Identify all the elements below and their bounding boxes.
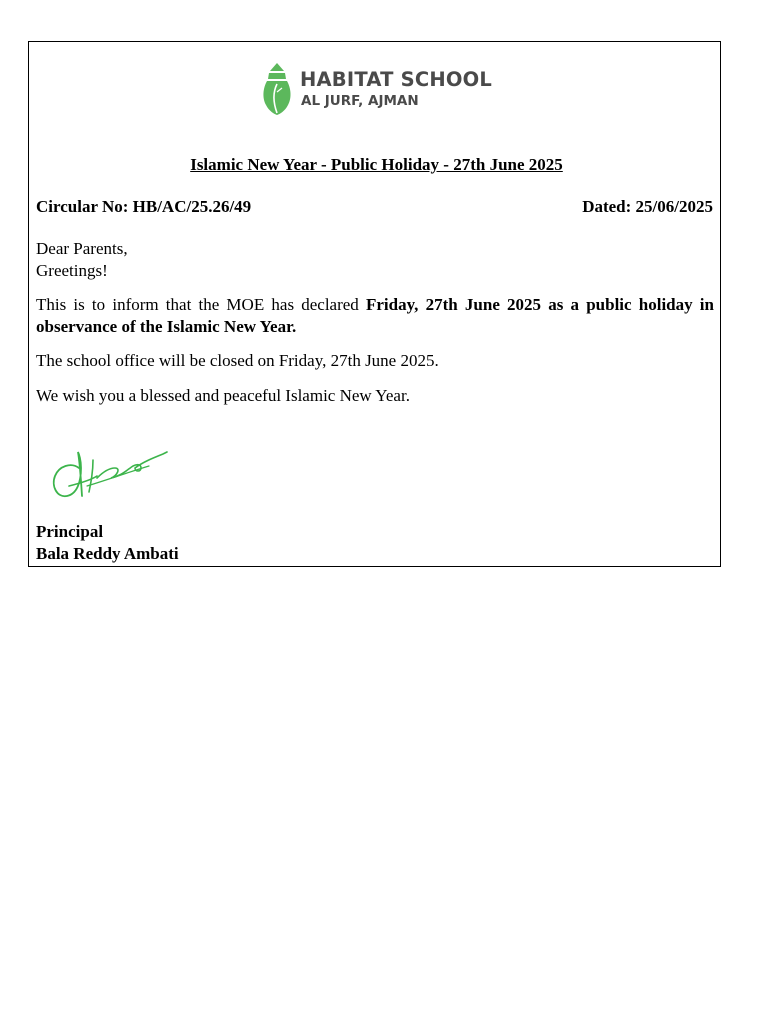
signoff-role: Principal xyxy=(36,522,104,541)
announcement-intro: This is to inform that the MOE has declared xyxy=(36,295,366,314)
announcement-highlight: Friday, 27th June 2025 as a public holiday in observance of the Islamic New Year. xyxy=(36,295,714,336)
school-name: HABITAT SCHOOL xyxy=(300,68,493,91)
circular-title-text: Islamic New Year - Public Holiday - 27th June 2025 xyxy=(190,155,563,174)
circular-letter xyxy=(28,41,721,567)
circular-meta xyxy=(36,197,713,217)
salutation: Dear Parents, xyxy=(36,239,128,258)
principal-signature xyxy=(51,446,169,504)
salutation-block xyxy=(36,238,714,281)
circular-number: Circular No: HB/AC/25.26/49 xyxy=(36,197,252,216)
circular-date: Dated: 25/06/2025 xyxy=(582,197,713,216)
circular-title xyxy=(29,155,720,175)
wishes-paragraph: We wish you a blessed and peaceful Islamic New Year. xyxy=(36,386,410,405)
office-closure-paragraph: The school office will be closed on Friday, 27th June 2025. xyxy=(36,351,439,370)
greeting: Greetings! xyxy=(36,260,108,280)
school-logo xyxy=(261,62,501,118)
announcement-paragraph xyxy=(36,294,714,337)
signoff-name: Bala Reddy Ambati xyxy=(36,544,179,563)
school-location: AL JURF, AJMAN xyxy=(301,93,419,109)
signoff-block xyxy=(36,521,179,565)
pencil-leaf-icon xyxy=(261,62,293,116)
